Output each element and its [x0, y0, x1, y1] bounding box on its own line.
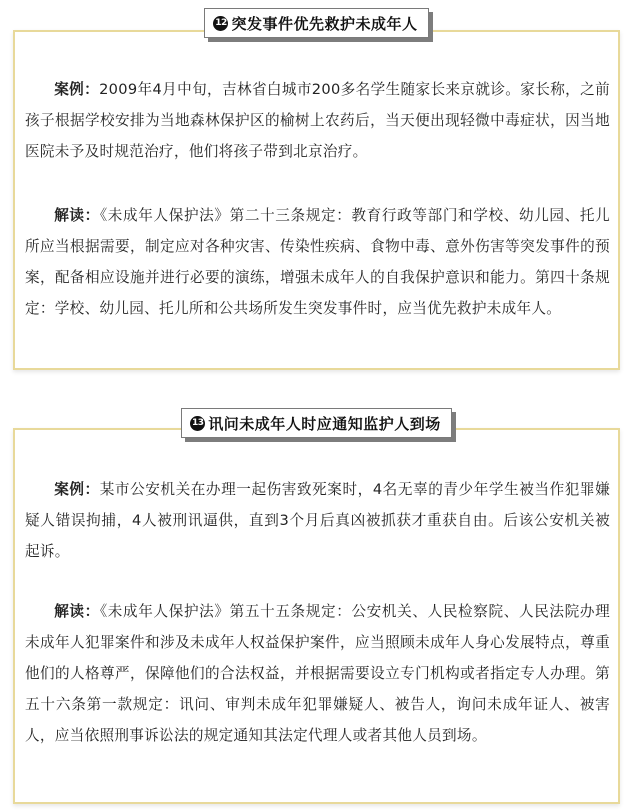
interpretation-text: 《未成年人保护法》第二十三条规定：教育行政等部门和学校、幼儿园、托儿所应当根据需要，制定应对各种灾害、传染性疾病、食物中毒、意外伤害等突发事件的预案，配备相应设施并进行必要的演练，增强未成年人的自我保护意识和能力。第四十条规定：学校、幼儿园、托儿所和公共场所发生突发事件时，应当优先救护未成年人。: [25, 207, 610, 317]
section-title-badge: [181, 408, 452, 438]
section-title-badge: [204, 8, 428, 38]
case-label: 案例：: [54, 481, 100, 498]
interpretation-label: 解读：: [54, 207, 100, 224]
section-title: 突发事件优先救护未成年人: [231, 14, 418, 33]
case-paragraph: [25, 74, 610, 167]
interpretation-text: 《未成年人保护法》第五十五条规定：公安机关、人民检察院、人民法院办理未成年人犯罪案件和涉及未成年人权益保护案件，应当照顾未成年人身心发展特点，尊重他们的人格尊严，保障他们的合法权益，并根据需要设立专门机构或者指定专人办理。第五十六条第一款规定：讯问、审判未成年犯罪嫌疑人、被告人，询问未成年证人、被害人，应当依照刑事诉讼法的规定通知其法定代理人或者其他人员到场。: [25, 603, 610, 744]
section-title-wrapper: [0, 8, 633, 38]
case-text: 2009年4月中旬，吉林省白城市200多名学生随家长来京就诊。家长称，之前孩子根据学校安排为当地森林保护区的榆树上农药后，当天便出现轻微中毒症状，因当地医院未予及时规范治疗，他们将孩子带到北京治疗。: [25, 81, 610, 160]
circled-number-icon: 12: [213, 16, 228, 31]
section-guardian-notification: [13, 428, 620, 804]
interpretation-label: 解读：: [54, 603, 100, 620]
section-title-wrapper: [0, 408, 633, 438]
circled-number-icon: 13: [190, 416, 205, 431]
section-title: 讯问未成年人时应通知监护人到场: [208, 414, 441, 433]
case-paragraph: [25, 474, 610, 567]
section-emergency-rescue: [13, 30, 620, 370]
interpretation-paragraph: [25, 200, 610, 324]
interpretation-paragraph: [25, 596, 610, 751]
case-text: 某市公安机关在办理一起伤害致死案时，4名无辜的青少年学生被当作犯罪嫌疑人错误拘捕，4人被刑讯逼供，直到3个月后真凶被抓获才重获自由。后该公安机关被起诉。: [25, 481, 610, 560]
case-label: 案例：: [54, 81, 100, 98]
